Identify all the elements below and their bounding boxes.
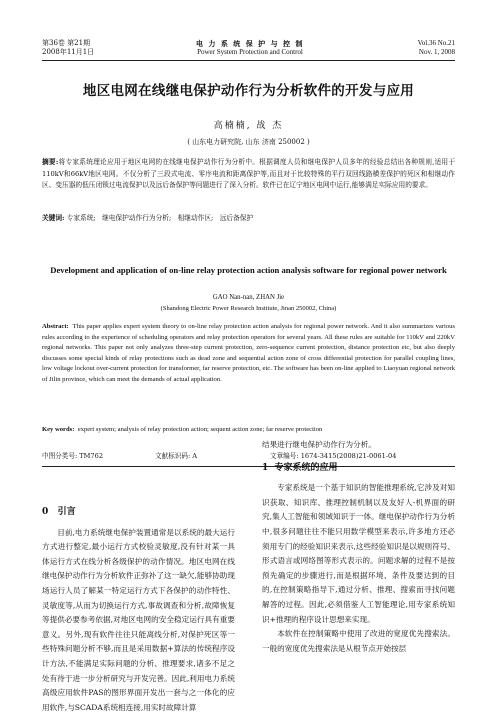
section-number: 0 xyxy=(42,507,49,517)
section-number: 1 xyxy=(262,462,269,473)
abstract-en-text: This paper applies expert system theory to on-line relay protection action analysis for regional power network. And it also summarizes various rules according to the experience of scheduling operators and relay protection operators for several years. All these rules are suitable for 110kV and 220kV regional networks. This paper not only analyzes three-step current protection, zero-sequence current protection, distance protection etc, but also deeply discusses some special kinds of relay protections such as dead zone and sequential action zone of cross differential protection for parallel coupling lines, low voltage lockout over-current protection for transformer, far reserve protection, etc. The software has been on-line applied to Liaoyuan regional network of Jilin province, which can meet the demands of actual application. xyxy=(42,323,455,383)
header-journal xyxy=(150,39,350,57)
section-heading-expert-system xyxy=(262,461,455,476)
keywords-en-label: Key words: xyxy=(42,426,75,433)
keyword-cn-1: 专家系统; xyxy=(66,214,96,222)
abstract-en-label: Abstract: xyxy=(42,323,69,330)
abstract-cn xyxy=(42,157,455,192)
header-volume: 第36卷 第21期 xyxy=(42,39,91,47)
keyword-cn-3: 相继动作区; xyxy=(177,214,214,222)
paper-title-en: Development and application of on-line relay protection action analysis software for regional power network xyxy=(50,265,447,275)
abstract-cn-label: 摘要: xyxy=(42,158,59,166)
authors-en: GAO Nan-nan, ZHAN Jie xyxy=(212,294,285,301)
header-vol-no-en xyxy=(418,39,455,57)
keyword-cn-2: 继电保护动作行为分析; xyxy=(102,214,172,222)
article-number: 文章编号: 1674-3415(2008)21-0061-04 xyxy=(270,452,397,460)
keyword-cn-4: 远后备保护 xyxy=(219,214,254,222)
keywords-en xyxy=(42,425,455,435)
right-continued-text: 结果进行继电保护动作行为分析。 xyxy=(262,440,376,449)
journal-name-cn: 电 力 系 统 保 护 与 控 制 xyxy=(196,39,304,48)
keywords-en-text: expert system; analysis of relay protection action; sequent action zone; far reserve protection xyxy=(77,426,323,433)
keywords-cn xyxy=(42,213,455,225)
header-volume-issue xyxy=(42,39,94,57)
control-strategy-paragraph: 本软件在控制策略中使用了改进的宽度优先搜索法。一般的宽度优先搜索法是从根节点开始按层 xyxy=(262,629,455,653)
header-date-cn: 2008年11月1日 xyxy=(42,48,95,56)
clc-number: 中图分类号: TM762 xyxy=(42,452,104,460)
keywords-cn-label: 关键词: xyxy=(42,214,65,222)
header-vol-no: Vol.36 No.21 xyxy=(417,39,455,47)
section-heading-intro xyxy=(42,505,235,520)
journal-name-en: Power System Protection and Control xyxy=(197,48,303,56)
section-title: 专家系统的应用 xyxy=(274,462,338,473)
body-right-column xyxy=(262,438,455,656)
affiliation-cn: ( 山东电力研究院, 山东 济南 250002 ) xyxy=(187,138,310,146)
section-title: 引言 xyxy=(57,507,76,517)
document-code: 文献标识码: A xyxy=(155,452,198,460)
paper-title-cn: 地区电网在线继电保护动作行为分析软件的开发与应用 xyxy=(82,83,415,99)
authors-cn: 高楠楠, 战 杰 xyxy=(213,121,284,131)
body-left-column xyxy=(42,505,235,715)
expert-system-paragraph: 专家系统是一个基于知识的智能推理系统,它涉及对知识获取、知识库、推理控制机制以及友好人-机界面的研究,集人工智能和领域知识于一体。继电保护动作行为分析中,很多问题往往不能只用数学模型来表示,许多地方还必须用专门的经验知识来表示,这些经验知识是以规则符号、形式语言或网络图等形式表示的。问题求解的过程不是按预先确定的步骤进行,而是根据环境、条件及要达到的目的,在控制策略指导下,通过分析、推理、搜索而寻找问题解答的过程。因此,必须借鉴人工智能理论,用专家系统知识+推理的程序设计思想来实现。 xyxy=(262,483,455,624)
header-rule xyxy=(42,60,455,61)
abstract-cn-text: 将专家系统理论应用于地区电网的在线继电保护动作行为分析中。根据调度人员和继电保护人员多年的经验总结出各种规则,适用于110kV和66kV地区电网。不仅分析了三段式电流、零序电流和距离保护等,而且对于比较特殊的平行双回线路横差保护的死区和相继动作区、变压器的低压闭锁过电流保护以及远后备保护等问题进行了深入分析。软件已在辽宁地区电网中运行,能够满足实际应用的要求。 xyxy=(42,158,456,190)
affiliation-en: (Shandong Electric Power Research Institute, Jinan 250002, China) xyxy=(160,305,337,312)
header-date-en: Nov. 1, 2008 xyxy=(418,48,455,56)
abstract-en xyxy=(42,322,455,385)
intro-paragraph: 目前,电力系统继电保护装置通常是以系统的最大运行方式进行整定,最小运行方式校验灵敏度,没有针对某一具体运行方式在线分析各级保护的动作情况。地区电网在线继电保护动作行为分析软件正弥补了这一缺欠,能够协助现场运行人员了解某一特定运行方式下各保护的动作特性、灵敏度等,从而为切换运行方式,事故调查和分析,故障恢复等提供必要参考依据,对地区电网的安全稳定运行具有重要意义。另外,现有软件往往只能离线分析,对保护死区等一些特殊问题分析不够,而且是采用数据+算法的传统程序设计方法,不能满足实际问题的分析、推理要求,诸多不足之处有待于进一步分析研究与开发完善。因此,利用电力系统高级应用软件PAS的图形界面开发出一套与之一体化的应用软件,与SCADA系统相连接,用实时故障计算 xyxy=(42,527,235,712)
